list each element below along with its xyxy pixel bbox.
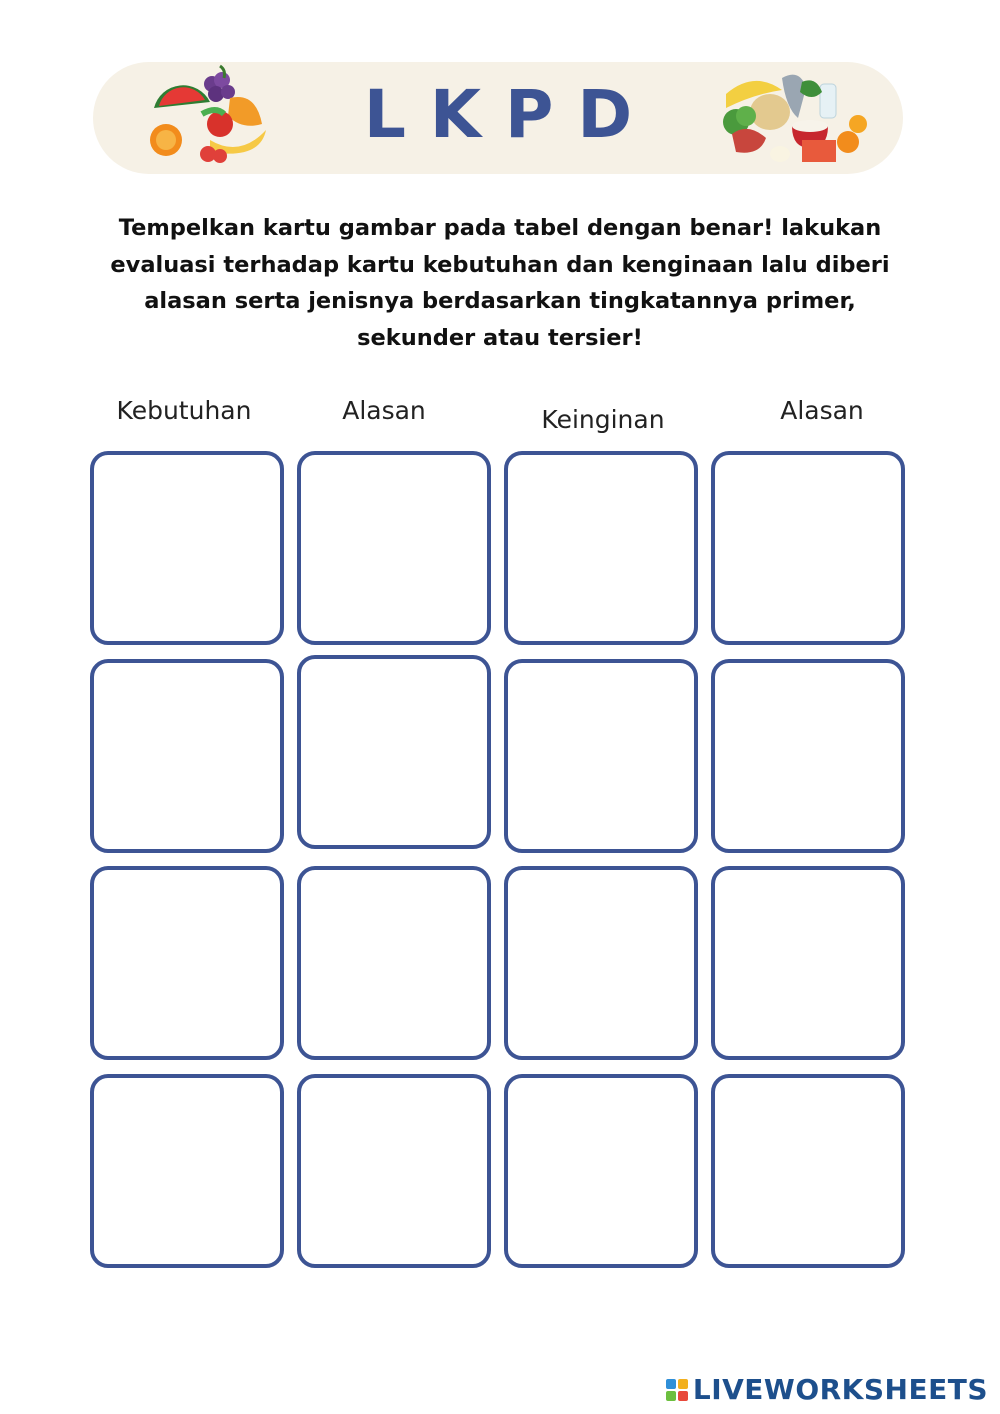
column-header-kebutuhan: Kebutuhan bbox=[116, 396, 252, 425]
cell-r3-c2[interactable] bbox=[297, 866, 491, 1060]
cell-r2-c4[interactable] bbox=[711, 659, 905, 853]
cell-r1-c3[interactable] bbox=[504, 451, 698, 645]
fruit-illustration bbox=[150, 62, 270, 166]
brand-name: LIVEWORKSHEETS bbox=[692, 1373, 988, 1406]
cell-r2-c3[interactable] bbox=[504, 659, 698, 853]
page-title: LKPD bbox=[363, 76, 657, 153]
food-illustration bbox=[720, 64, 870, 168]
cell-r1-c1[interactable] bbox=[90, 451, 284, 645]
liveworksheets-brand[interactable] bbox=[665, 1373, 988, 1406]
cell-r4-c1[interactable] bbox=[90, 1074, 284, 1268]
cell-r1-c2[interactable] bbox=[297, 451, 491, 645]
cell-r4-c3[interactable] bbox=[504, 1074, 698, 1268]
column-header-alasan-2: Alasan bbox=[780, 396, 864, 425]
column-header-alasan-1: Alasan bbox=[342, 396, 426, 425]
cell-r4-c4[interactable] bbox=[711, 1074, 905, 1268]
cell-r1-c4[interactable] bbox=[711, 451, 905, 645]
column-header-keinginan: Keinginan bbox=[541, 405, 665, 434]
liveworksheets-logo-icon bbox=[665, 1378, 689, 1402]
cell-r3-c1[interactable] bbox=[90, 866, 284, 1060]
cell-r2-c2[interactable] bbox=[297, 655, 491, 849]
cell-r3-c4[interactable] bbox=[711, 866, 905, 1060]
cell-r2-c1[interactable] bbox=[90, 659, 284, 853]
instruction-text: Tempelkan kartu gambar pada tabel dengan benar! lakukan evaluasi terhadap kartu kebutuhan dan kenginaan lalu diberi alasan serta jenisnya berdasarkan tingkatannya primer, sekunder atau tersier! bbox=[110, 215, 890, 351]
cell-r3-c3[interactable] bbox=[504, 866, 698, 1060]
cell-r4-c2[interactable] bbox=[297, 1074, 491, 1268]
